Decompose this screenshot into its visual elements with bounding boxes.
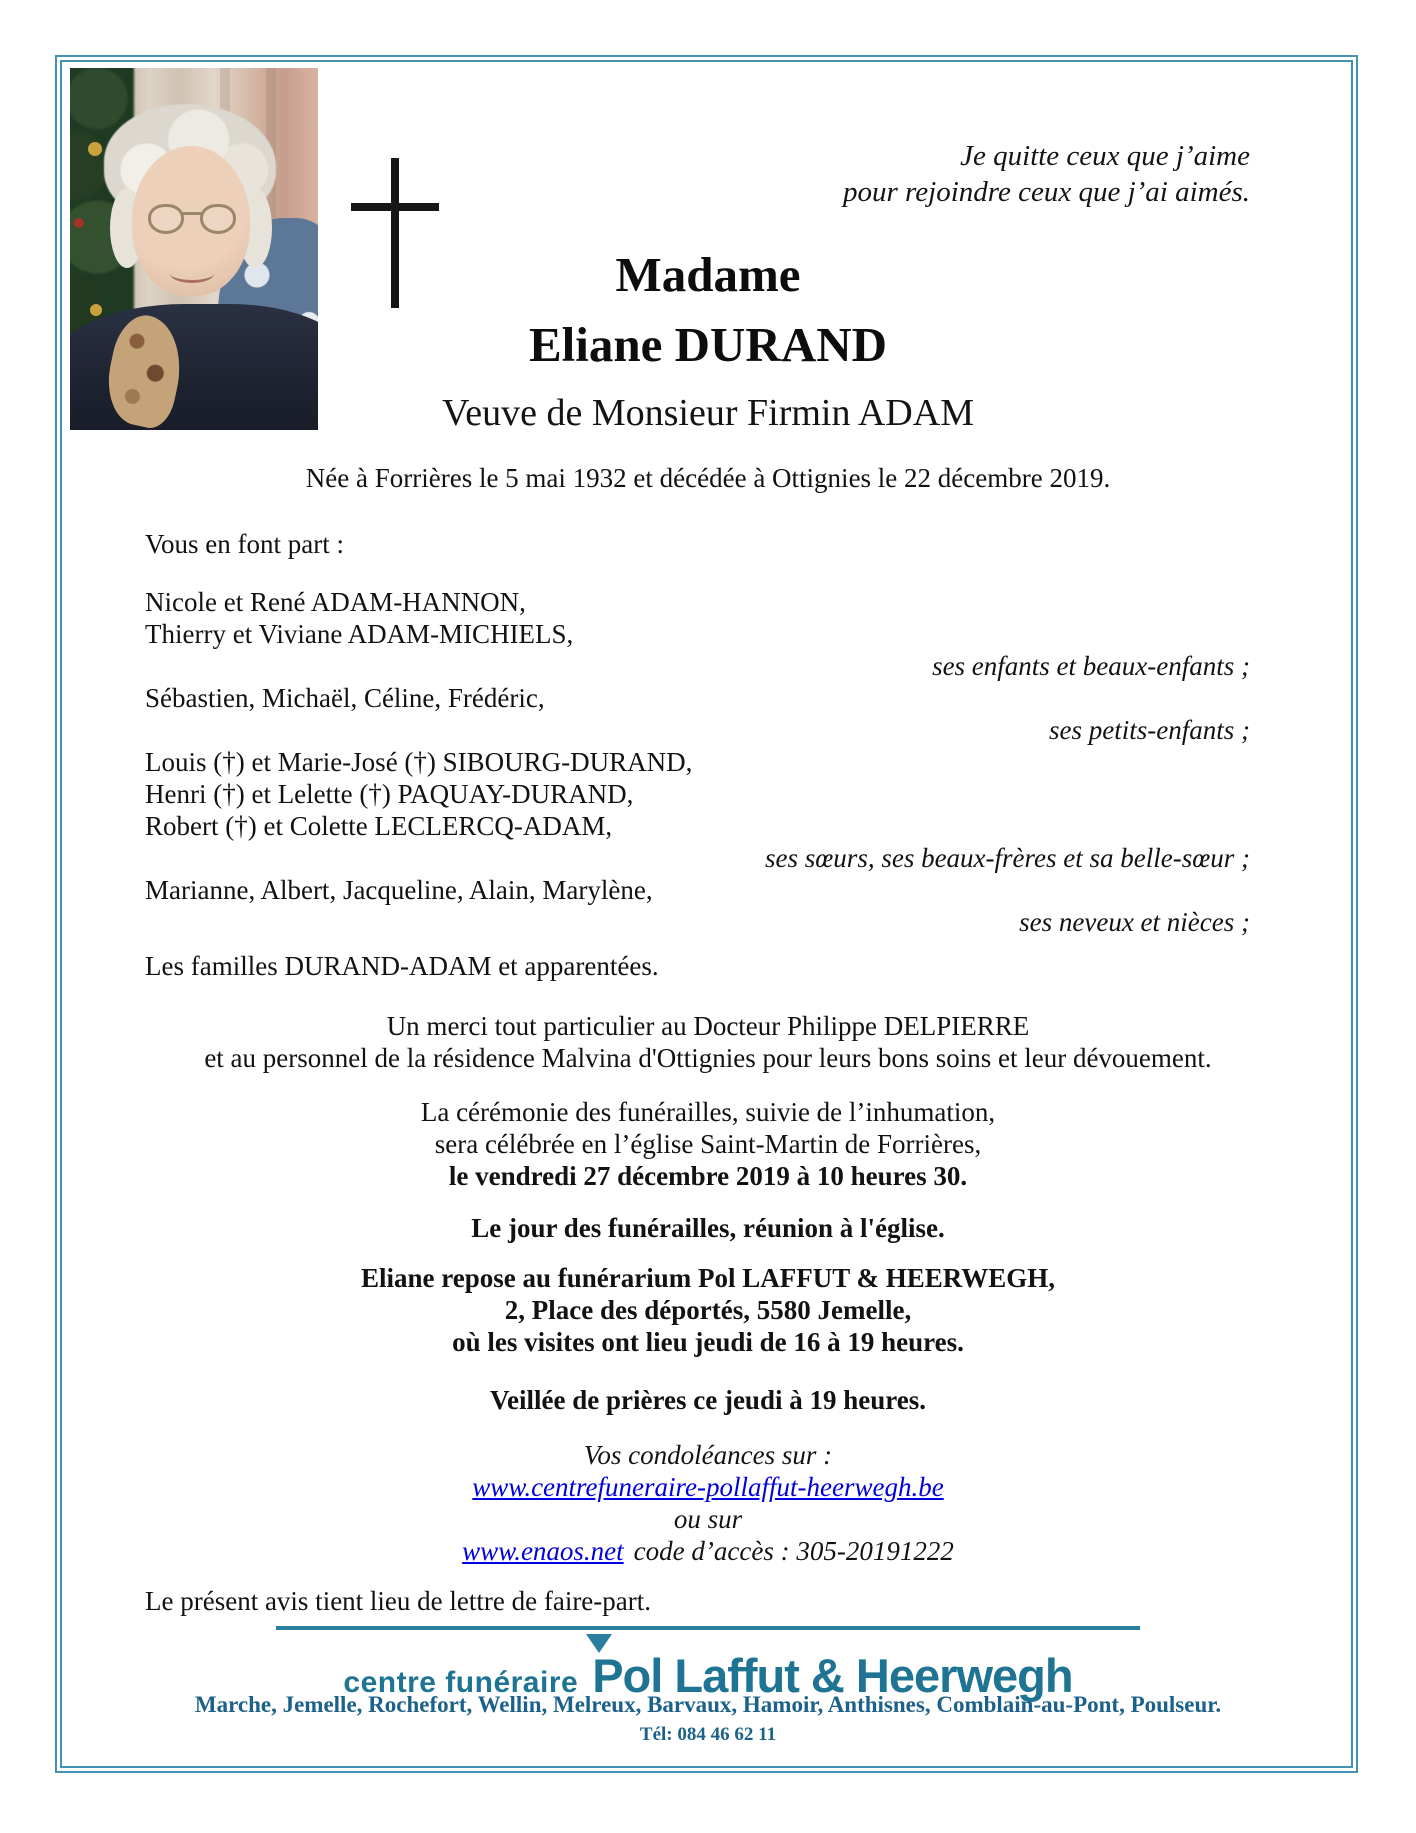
footer-phone: Tél: 084 46 62 11 bbox=[639, 1724, 777, 1745]
family-line: Thierry et Viviane ADAM-MICHIELS, bbox=[145, 619, 574, 649]
relation-label: ses sœurs, ses beaux-frères et sa belle-sœur ; bbox=[765, 843, 1250, 873]
family-group-nieces bbox=[145, 874, 1271, 938]
ornament-gold bbox=[88, 142, 102, 156]
widow-subtitle: Veuve de Monsieur Firmin ADAM bbox=[442, 392, 974, 434]
glasses bbox=[148, 204, 236, 238]
relation-label: ses neveux et nièces ; bbox=[1019, 907, 1250, 937]
family-group-children bbox=[145, 586, 1271, 682]
repose-line-2: 2, Place des déportés, 5580 Jemelle, bbox=[504, 1295, 912, 1325]
brand-name-text: Pol Laffut & Heerwegh bbox=[592, 1649, 1073, 1702]
thanks-block bbox=[145, 1010, 1271, 1074]
condolences-intro: Vos condoléances sur : bbox=[583, 1440, 833, 1470]
condolences-link-enaos[interactable]: www.enaos.net bbox=[462, 1536, 624, 1566]
repose-line-3: où les visites ont lieu jeudi de 16 à 19 heures. bbox=[452, 1327, 964, 1357]
ceremony-line-1: La cérémonie des funérailles, suivie de l’inhumation, bbox=[420, 1097, 996, 1127]
thanks-line-1: Un merci tout particulier au Docteur Philippe DELPIERRE bbox=[386, 1011, 1030, 1041]
glasses-bridge bbox=[183, 212, 201, 215]
family-line: Henri (†) et Lelette (†) PAQUAY-DURAND, bbox=[145, 779, 634, 809]
epitaph-quote bbox=[843, 138, 1250, 210]
triangle-down-icon bbox=[586, 1634, 612, 1653]
family-group-siblings bbox=[145, 746, 1271, 874]
footer-divider bbox=[276, 1626, 1140, 1630]
announcement-intro: Vous en font part : bbox=[145, 529, 344, 559]
ceremony-line-2: sera célébrée en l’église Saint-Martin de Forrières, bbox=[434, 1129, 982, 1159]
thanks-line-2: et au personnel de la résidence Malvina d'Ottignies pour leurs bons soins et leur dévouement. bbox=[204, 1043, 1212, 1073]
condolences-or: ou sur bbox=[673, 1504, 743, 1534]
families-line: Les familles DURAND-ADAM et apparentées. bbox=[145, 951, 659, 981]
condolences-block bbox=[145, 1439, 1271, 1567]
quote-line-2: pour rejoindre ceux que j’ai aimés. bbox=[843, 176, 1250, 208]
family-line: Louis (†) et Marie-José (†) SIBOURG-DURAND, bbox=[145, 747, 693, 777]
glasses-lens-right bbox=[200, 204, 236, 234]
relation-label: ses enfants et beaux-enfants ; bbox=[932, 651, 1250, 681]
condolences-link-funeraire[interactable]: www.centrefuneraire-pollaffut-heerwegh.be bbox=[472, 1472, 944, 1502]
announcement-body bbox=[145, 462, 1271, 1617]
life-dates: Née à Forrières le 5 mai 1932 et décédée à Ottignies le 22 décembre 2019. bbox=[305, 463, 1111, 493]
ceremony-date: le vendredi 27 décembre 2019 à 10 heures 30. bbox=[448, 1161, 968, 1191]
quote-line-1: Je quitte ceux que j’aime bbox=[960, 140, 1250, 172]
family-line: Robert (†) et Colette LECLERCQ-ADAM, bbox=[145, 811, 613, 841]
family-line: Sébastien, Michaël, Céline, Frédéric, bbox=[145, 683, 545, 713]
cross-icon bbox=[351, 203, 439, 211]
relation-label: ses petits-enfants ; bbox=[1049, 715, 1250, 745]
family-line: Nicole et René ADAM-HANNON, bbox=[145, 587, 526, 617]
meeting-line: Le jour des funérailles, réunion à l'église. bbox=[471, 1213, 945, 1243]
ornament-red bbox=[74, 218, 84, 228]
brand-prefix: centre funéraire bbox=[343, 1666, 579, 1699]
vigil-line: Veillée de prières ce jeudi à 19 heures. bbox=[490, 1385, 926, 1415]
repose-line-1: Eliane repose au funérarium Pol LAFFUT & HEERWEGH, bbox=[360, 1263, 1056, 1293]
title-prefix: Madame bbox=[615, 247, 801, 302]
family-group-grandchildren bbox=[145, 682, 1271, 746]
deceased-name: Eliane DURAND bbox=[529, 317, 887, 372]
family-line: Marianne, Albert, Jacqueline, Alain, Marylène, bbox=[145, 875, 653, 905]
faire-part-notice: Le présent avis tient lieu de lettre de faire-part. bbox=[145, 1586, 652, 1616]
footer-locations: Marche, Jemelle, Rochefort, Wellin, Melreux, Barvaux, Hamoir, Anthisnes, Comblain-au-Pont, Poulseur. bbox=[194, 1692, 1222, 1717]
repose-block bbox=[145, 1262, 1271, 1358]
ceremony-block bbox=[145, 1096, 1271, 1192]
glasses-lens-left bbox=[148, 204, 184, 234]
access-code: code d’accès : 305-20191222 bbox=[633, 1536, 954, 1566]
title-block bbox=[0, 240, 1416, 446]
